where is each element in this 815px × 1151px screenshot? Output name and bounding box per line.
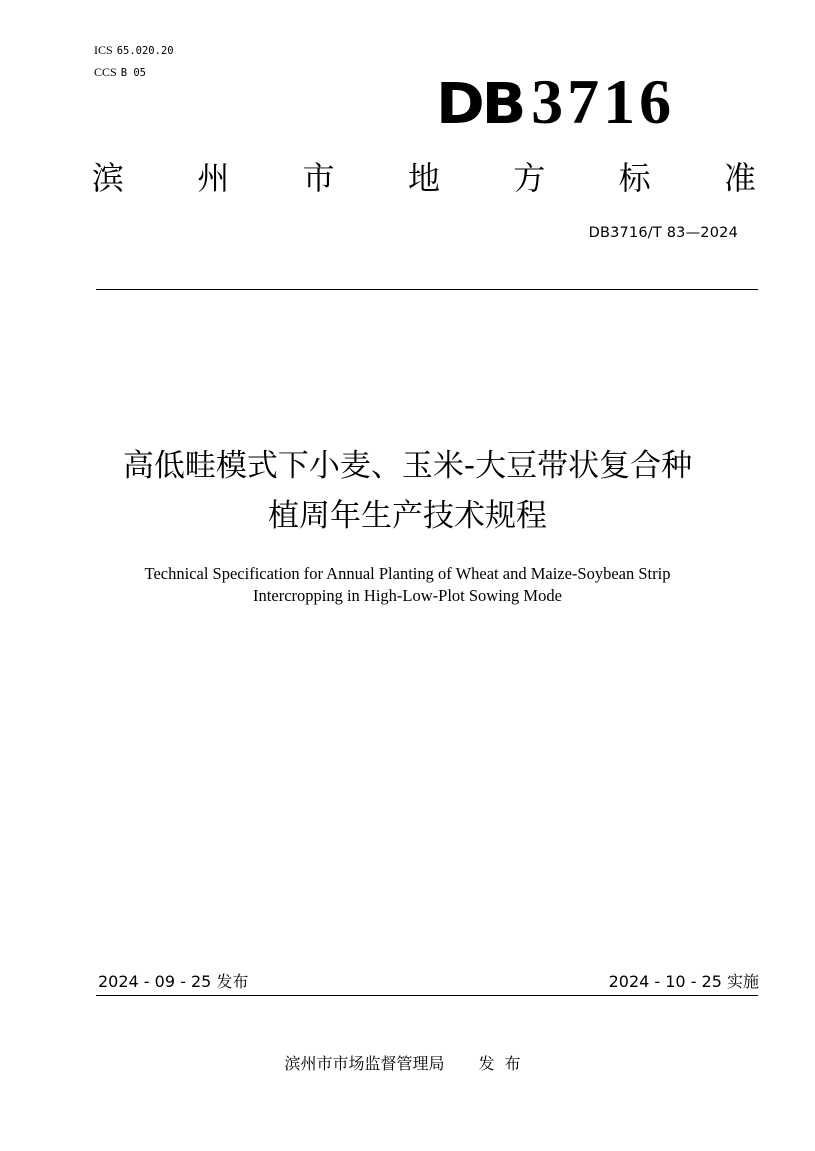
ccs-code: B 05 — [120, 67, 146, 79]
top-divider — [96, 289, 758, 290]
english-title-line-1: Technical Specification for Annual Planting of Wheat and Maize-Soybean Strip — [144, 564, 671, 583]
issue-date: 2024 - 09 - 25 发布 — [98, 972, 249, 991]
db-letters: DB — [436, 72, 524, 137]
implementation-date: 2024 - 10 - 25 实施 — [608, 972, 759, 991]
ccs-label: CCS — [94, 65, 117, 79]
standard-type-char: 方 — [513, 159, 546, 197]
standard-type-char: 市 — [302, 159, 335, 197]
chinese-title-line-2: 植周年生产技术规程 — [268, 498, 547, 534]
bottom-divider — [96, 995, 758, 996]
english-title — [60, 563, 755, 607]
issuer-name: 滨州市市场监督管理局 — [284, 1054, 445, 1073]
english-title-line-2: Intercropping in High-Low-Plot Sowing Mode — [253, 586, 562, 605]
standard-type-heading — [92, 156, 756, 200]
ics-line — [94, 40, 174, 62]
standard-type-char: 准 — [723, 159, 756, 197]
issuer-label: 发布 — [478, 1054, 531, 1073]
ccs-line — [94, 62, 174, 84]
chinese-title — [60, 441, 755, 541]
standard-type-char: 滨 — [92, 159, 125, 197]
classification-codes — [94, 40, 174, 84]
db-number: 3716 — [531, 66, 676, 137]
chinese-title-line-1: 高低畦模式下小麦、玉米-大豆带状复合种 — [122, 448, 693, 484]
ics-code: 65.020.20 — [116, 45, 174, 57]
standard-type-char: 州 — [197, 159, 230, 197]
standard-type-char: 地 — [407, 159, 440, 197]
standard-number: DB3716/T 83—2024 — [588, 225, 738, 241]
issuer-line — [0, 1054, 815, 1074]
standard-type-char: 标 — [618, 159, 651, 197]
ics-label: ICS — [94, 43, 113, 57]
db-standard-mark — [436, 66, 676, 137]
